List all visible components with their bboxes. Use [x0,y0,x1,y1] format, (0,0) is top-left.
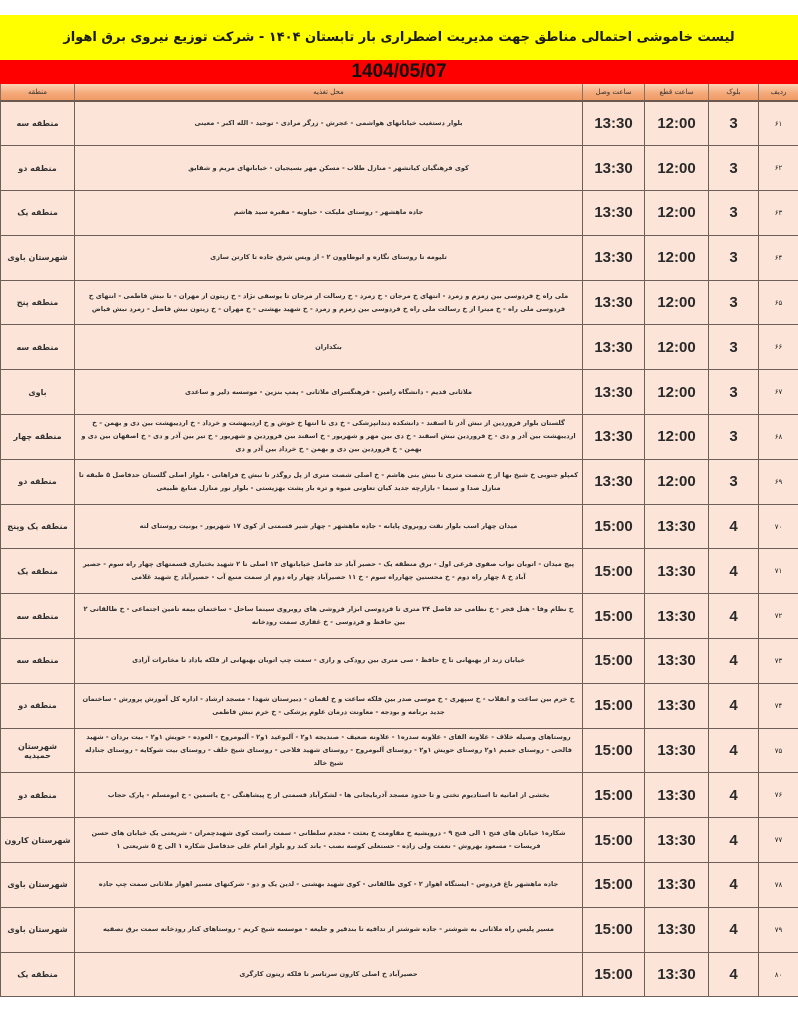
feed-location: کمپلو جنوبی خ شیخ بها از خ شصت متری تا نبش بنی هاشم - خ اصلی شصت متری از پل روگذر تا نبش خ فراهانی - بلوار اصلی گلستان حدفاصل ۵ طبقه تا منازل صدا و سیما - بازارچه جدید کیان تعاونی میوه و تره بار پشت بهزیستی - بلوار نور منازل منابع طبیعی [75,459,583,504]
table-row [1,325,798,370]
feed-location: جاده ماهشهر باغ فردوس - ایستگاه اهواز ۲ - کوی طالقانی - کوی شهید بهشتی - لدین یک و دو - شرکتهای مسیر اهواز ملاثانی سمت چپ جاده [75,863,583,908]
table-row [1,549,798,594]
table-row [1,818,798,863]
table-row [1,594,798,639]
connect-time: 15:00 [583,952,645,997]
connect-time: 13:30 [583,325,645,370]
row-number: ۷۵ [759,728,798,773]
header-row-no: ردیف [759,84,798,101]
table-row [1,101,798,146]
row-number: ۷۴ [759,683,798,728]
connect-time: 15:00 [583,639,645,684]
row-number: ۶۵ [759,280,798,325]
header-connect-time: ساعت وصل [583,84,645,101]
block-number: 3 [709,146,759,191]
connect-time: 13:30 [583,146,645,191]
outage-table [0,84,798,997]
block-number: 4 [709,728,759,773]
connect-time: 13:30 [583,191,645,236]
row-number: ۶۶ [759,325,798,370]
row-number: ۶۳ [759,191,798,236]
table-row [1,370,798,415]
row-number: ۷۹ [759,907,798,952]
region-name: منطقه دو [1,683,75,728]
feed-location: ملی راه خ فردوسی بین زمزم و زمرد - انتهای خ مرجان - خ زمرد - خ رسالت از مرجان تا یوسفی نژاد - خ زیتون از مهران - تا نبش فاطمی - انتهای خ فردوسی ملی راه - خ میترا از خ رسالت ملی راه خ فردوسی بین زمزم و زمرد - خ شهید بهشتی - خ مهران - خ زیتون نبش فاضل - زمرد نبش فیاض [75,280,583,325]
cut-time: 12:00 [645,459,709,504]
table-row [1,773,798,818]
row-number: ۶۸ [759,415,798,460]
feed-location: کوی فرهنگیان کیانشهر - منازل طلاب - مسکن مهر بسیجیان - خیابانهای مریم و شقایق [75,146,583,191]
block-number: 3 [709,191,759,236]
table-row [1,907,798,952]
region-name: منطقه دو [1,773,75,818]
table-row [1,415,798,460]
block-number: 4 [709,504,759,549]
region-name: منطقه سه [1,101,75,146]
cut-time: 13:30 [645,907,709,952]
feed-location: میدان چهار اسب بلوار نفت روبروی پایانه - جاده ماهشهر - چهار شیر قسمتی از کوی ۱۷ شهریور - یونیت روستای لته [75,504,583,549]
feed-location: بنکداران [75,325,583,370]
block-number: 3 [709,235,759,280]
feed-location: روستاهای وصیله خلاف - علاونه القای - علاونه سدره۱ - علاونه ضعیف - صندیجه ۱و۲ - آلبوعید ۱و۲ - آلبومروح - العوده - حویش ۱و۲ - بیت بردان - شهید فالحی - روستای جمیم ۱و۲ روستای حویش ۱و۲ - روستای آلبومروح - روستای شهید فلاحی - روستای شیخ خلف - روستای بیت شوکایه - روستای جنادله شیخ خالد [75,728,583,773]
table-row [1,459,798,504]
region-name: منطقه سه [1,639,75,684]
cut-time: 13:30 [645,773,709,818]
table-row [1,639,798,684]
feed-location: بخشی از امانیه تا استادیوم تختی و تا حدود مسجد آذربایجانی ها - لشکرآباد قسمتی از خ پیشاهنگی - خ یاسمین - خ ابومسلم - پارک حجاب [75,773,583,818]
row-number: ۷۱ [759,549,798,594]
table-header-row [1,84,798,101]
connect-time: 15:00 [583,594,645,639]
table-row [1,952,798,997]
block-number: 4 [709,773,759,818]
block-number: 4 [709,683,759,728]
cut-time: 13:30 [645,683,709,728]
region-name: منطقه چهار [1,415,75,460]
row-number: ۷۶ [759,773,798,818]
row-number: ۶۱ [759,101,798,146]
connect-time: 15:00 [583,683,645,728]
block-number: 3 [709,280,759,325]
block-number: 3 [709,415,759,460]
feed-location: خ نظام وفا - هتل فجر - خ نظامی حد فاصل ۲۴ متری تا فردوسی ابزار فروشی های روبروی سینما ساحل - ساختمان بیمه تامین اجتماعی - خ طالقانی ۲ بین حافظ و فردوسی - خ غفاری سمت رودخانه [75,594,583,639]
table-row [1,504,798,549]
row-number: ۸۰ [759,952,798,997]
block-number: 4 [709,639,759,684]
feed-location: مسیر پلیس راه ملاثانی به شوشتر - جاده شوشتر از تدافیه تا بندقیر و جلیعه - موسسه شیخ کریم - روستاهای کنار رودخانه سمت برق تصفیه [75,907,583,952]
row-number: ۷۲ [759,594,798,639]
connect-time: 15:00 [583,728,645,773]
header-region: منطقه [1,84,75,101]
connect-time: 13:30 [583,280,645,325]
cut-time: 12:00 [645,280,709,325]
block-number: 4 [709,907,759,952]
top-margin [0,0,798,15]
region-name: منطقه دو [1,146,75,191]
table-row [1,683,798,728]
connect-time: 13:30 [583,235,645,280]
region-name: منطقه پنج [1,280,75,325]
row-number: ۶۷ [759,370,798,415]
header-feed-location: محل تغذیه [75,84,583,101]
region-name: شهرستان باوی [1,863,75,908]
region-name: شهرستان باوی [1,235,75,280]
connect-time: 15:00 [583,818,645,863]
row-number: ۷۸ [759,863,798,908]
row-number: ۷۳ [759,639,798,684]
region-name: منطقه یک [1,549,75,594]
connect-time: 15:00 [583,773,645,818]
block-number: 3 [709,325,759,370]
region-name: منطقه سه [1,325,75,370]
block-number: 3 [709,370,759,415]
row-number: ۷۰ [759,504,798,549]
block-number: 4 [709,952,759,997]
cut-time: 13:30 [645,818,709,863]
cut-time: 13:30 [645,728,709,773]
row-number: ۷۷ [759,818,798,863]
region-name: منطقه یک [1,952,75,997]
feed-location: حصیرآباد خ اصلی کارون سرتاسر تا فلکه زیتون کارگری [75,952,583,997]
cut-time: 12:00 [645,101,709,146]
feed-location: خیابان زند از بهبهانی تا خ حافظ - سی متری بین رودکی و رازی - سمت چپ اتوبان بهبهانی از فلکه یاداد تا مخابرات آزادی [75,639,583,684]
connect-time: 13:30 [583,415,645,460]
feed-location: تلیومه تا روستای نگاره و ابوطاوون ۲ - از ویس شرق جاده تا کارتن سازی [75,235,583,280]
region-name: منطقه دو [1,459,75,504]
table-row [1,146,798,191]
feed-location: بلوار دستغیب خیابانهای هواشمی - عجرش - زرگر مرادی - توحید - الله اکبر - معینی [75,101,583,146]
connect-time: 13:30 [583,101,645,146]
region-name: منطقه یک [1,191,75,236]
table-row [1,235,798,280]
block-number: 3 [709,101,759,146]
cut-time: 13:30 [645,952,709,997]
region-name: شهرستان باوی [1,907,75,952]
cut-time: 12:00 [645,415,709,460]
block-number: 4 [709,594,759,639]
feed-location: شکاره۱ خیابان های فتح ۱ الی فتح ۹ - درویشیه خ مقاومت خ بعثت - مجدم سلطانی - سمت راست کوی شهیدچمران - شریعتی یک خیابان های حسن فریسات - مسعود بهروش - نعمت ولی زاده - حستعلی کوسه نصب - باند کند رو بلوار امام علی حدفاصل شکاره ۱ الی خ ۵ شریعتی ۱ [75,818,583,863]
feed-location: خ خرم بین ساعت و انقلاب - خ سپهری - خ موسی صدر بین فلکه ساعت و خ لقمان - دبیرستان شهدا - مسجد ارشاد - اداره کل آموزش پرورش - ساختمان جدید برنامه و بودجه - معاونت درمان علوم پزشکی - خ خرم نبش فاطمی [75,683,583,728]
cut-time: 12:00 [645,370,709,415]
region-name: شهرستان حمیدیه [1,728,75,773]
connect-time: 15:00 [583,549,645,594]
header-block: بلوک [709,84,759,101]
table-row [1,191,798,236]
cut-time: 13:30 [645,594,709,639]
cut-time: 12:00 [645,146,709,191]
feed-location: پیچ میدان - اتوبان نواب صفوی فرعی اول - برق منطقه یک - حصیر آباد حد فاصل خیابانهای ۱۳ اصلی تا ۲ شهید بختیاری قسمتهای چهار راه سوم - حصیر آباد خ ۸ چهار راه دوم - خ محسنین چهارراه سوم - خ ۱۱ حصیرآباد چهار راه دوم از سمت منبع آب - حصیرآباد خ شهید غلامی [75,549,583,594]
feed-location: جاده ماهشهر - روستای ملیکت - حیاویه - مقبره سید هاشم [75,191,583,236]
feed-location: ملاثانی قدیم - دانشگاه رامین - فرهنگسرای ملاثانی - پمپ بنزین - موسسه دلیر و ساعدی [75,370,583,415]
connect-time: 15:00 [583,907,645,952]
cut-time: 12:00 [645,325,709,370]
cut-time: 12:00 [645,191,709,236]
connect-time: 15:00 [583,504,645,549]
row-number: ۶۴ [759,235,798,280]
table-row [1,728,798,773]
page-title: لیست خاموشی احتمالی مناطق جهت مدیریت اضطراری بار تابستان ۱۴۰۴ - شرکت توزیع نیروی برق اهواز [0,15,798,60]
block-number: 4 [709,818,759,863]
row-number: ۶۲ [759,146,798,191]
cut-time: 13:30 [645,863,709,908]
row-number: ۶۹ [759,459,798,504]
cut-time: 13:30 [645,549,709,594]
connect-time: 13:30 [583,459,645,504]
table-row [1,863,798,908]
connect-time: 13:30 [583,370,645,415]
header-cut-time: ساعت قطع [645,84,709,101]
cut-time: 13:30 [645,504,709,549]
region-name: باوی [1,370,75,415]
date-banner: 1404/05/07 [0,60,798,84]
cut-time: 13:30 [645,639,709,684]
block-number: 3 [709,459,759,504]
cut-time: 12:00 [645,235,709,280]
connect-time: 15:00 [583,863,645,908]
block-number: 4 [709,863,759,908]
table-row [1,280,798,325]
region-name: شهرستان کارون [1,818,75,863]
region-name: منطقه یک وپنج [1,504,75,549]
feed-location: گلستان بلوار فروردین از نبش آذر تا اسفند - دانشکده دندانپزشکی - خ دی تا انتها خ خوش و خ اردیبهشت و خرداد - خ اردیبهشت بین دی و بهمن - خ اردیبهشت بین آذر و دی - خ فروردین نبش اسفند - خ دی بین مهر و شهریور - خ اسفند بین فروردین و شهریور - خ تیر بین آذر و دی - خ اصفهان بین دی و بهمن - خ فروردین بین دی و بهمن - خ خرداد بین آذر و دی [75,415,583,460]
region-name: منطقه سه [1,594,75,639]
block-number: 4 [709,549,759,594]
